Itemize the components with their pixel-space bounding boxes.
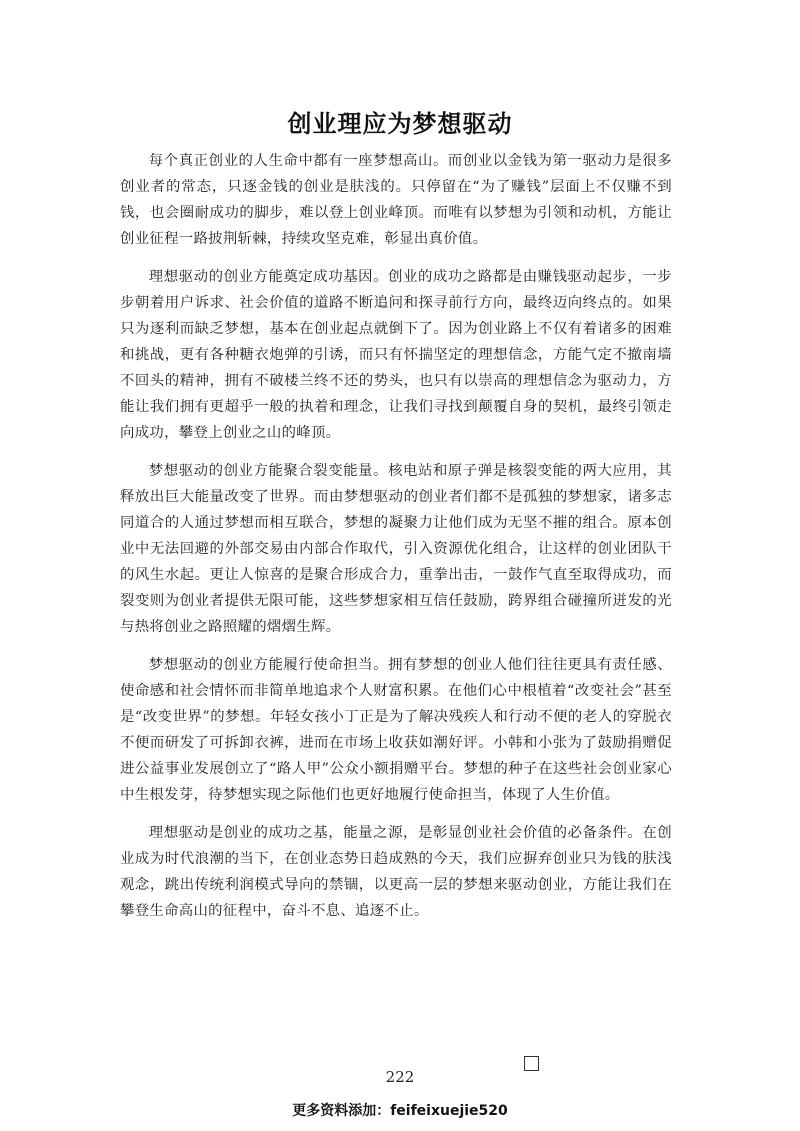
paragraph-3: 梦想驱动的创业方能聚合裂变能量。核电站和原子弹是核裂变能的两大应用，其释放出巨大能量改变了世界。而由梦想驱动的创业者们都不是孤独的梦想家，诸多志同道合的人通过梦想而相互联合，梦想的凝聚力让他们成为无坚不摧的组合。原本创业中无法回避的外部交易由内部合作取代，引入资源优化组合，让这样的创业团队干的风生水起。更让人惊喜的是聚合形成合力，重拳出击，一鼓作气直至取得成功，而裂变则为创业者提供无限可能，这些梦想家相互信任鼓励，跨界组合碰撞所迸发的光与热将创业之路照耀的熠熠生辉。 xyxy=(120,463,672,635)
article-body xyxy=(120,148,672,936)
paragraph-2: 理想驱动的创业方能奠定成功基因。创业的成功之路都是由赚钱驱动起步，一步步朝着用户诉求、社会价值的道路不断追问和探寻前行方向，最终迈向终点的。如果只为逐利而缺乏梦想，基本在创业起点就倒下了。因为创业路上不仅有着诸多的困难和挑战，更有各种糖衣炮弹的引诱，而只有怀揣坚定的理想信念，方能气定不撤南墙不回头的精神，拥有不破楼兰终不还的势头，也只有以崇高的理想信念为驱动力，方能让我们拥有更超乎一般的执着和理念，让我们寻找到颠覆自身的契机，最终引领走向成功，攀登上创业之山的峰顶。 xyxy=(120,269,672,441)
paragraph-4: 梦想驱动的创业方能履行使命担当。拥有梦想的创业人他们往往更具有责任感、使命感和社会情怀而非简单地追求个人财富积累。在他们心中根植着“改变社会”甚至是“改变世界”的梦想。年轻女孩小丁正是为了解决残疾人和行动不便的老人的穿脱衣不便而研发了可拆卸衣裤，进而在市场上收获如潮好评。小韩和小张为了鼓励捐赠促进公益事业发展创立了“路人甲”公众小额捐赠平台。梦想的种子在这些社会创业家心中生根发芽，待梦想实现之际他们也更好地履行使命担当，体现了人生价值。 xyxy=(120,657,672,803)
paragraph-5: 理想驱动是创业的成功之基，能量之源，是彰显创业社会价值的必备条件。在创业成为时代浪潮的当下，在创业态势日趋成熟的今天，我们应摒弃创业只为钱的肤浅观念，跳出传统利润模式导向的禁锢，以更高一层的梦想来驱动创业，方能让我们在攀登生命高山的征程中，奋斗不息、追逐不止。 xyxy=(120,825,672,919)
paragraph-1: 每个真正创业的人生命中都有一座梦想高山。而创业以金钱为第一驱动力是很多创业者的常态，只逐金钱的创业是肤浅的。只停留在“为了赚钱”层面上不仅赚不到钱，也会圈耐成功的脚步，难以登上创业峰顶。而唯有以梦想为引领和动机，方能让创业征程一路披荆斩棘，持续攻坚克难，彰显出真价值。 xyxy=(120,153,672,247)
page-title: 创业理应为梦想驱动 xyxy=(287,110,513,138)
footer-note: 更多资料添加：feifeixuejie520 xyxy=(292,1103,508,1119)
page-number: 222 xyxy=(385,1068,415,1086)
